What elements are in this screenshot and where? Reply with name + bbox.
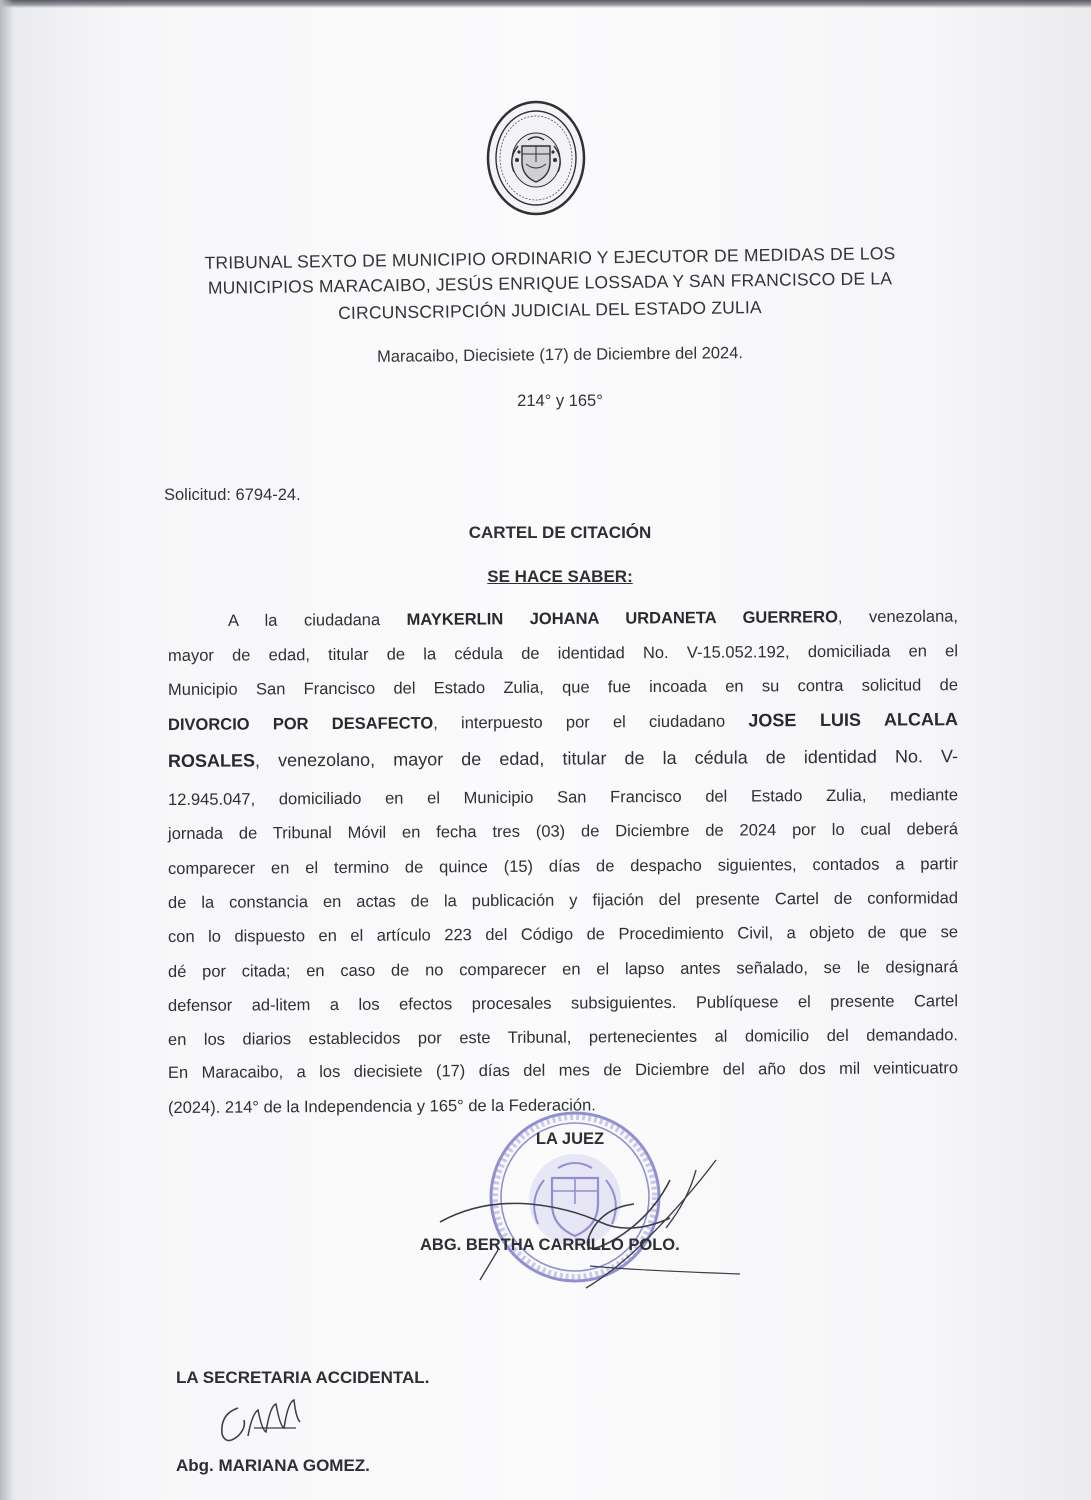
court-header-line-3: CIRCUNSCRIPCIÓN JUDICIAL DEL ESTADO ZULIA — [337, 297, 762, 323]
judge-name: ABG. BERTHA CARRILLO POLO. — [420, 1236, 680, 1254]
body-line-4-b: , interpuesto por el ciudadano — [433, 712, 749, 733]
petitioner-name-first: JOSE LUIS ALCALA — [748, 709, 959, 731]
years-line: 214° y 165° — [517, 392, 603, 410]
body-line-8: comparecer en el termino de quince (15) días de despacho siguientes, contados a partir — [167, 855, 959, 878]
court-seal-icon — [486, 100, 586, 216]
notice-subtitle-text: SE HACE SABER: — [487, 567, 633, 586]
body-line-7: jornada de Tribunal Móvil en fecha tres (03) de Diciembre de 2024 por lo cual deberá — [167, 820, 959, 843]
scan-left-edge — [0, 0, 14, 1500]
notice-subtitle — [380, 567, 740, 587]
body-line-9: de la constancia en actas de la publicación y fijación del presente Cartel de conformidad — [167, 889, 959, 912]
secretary-title: LA SECRETARIA ACCIDENTAL. — [176, 1368, 430, 1387]
petitioner-name-last: ROSALES — [167, 750, 256, 771]
body-line-2: mayor de edad, titular de la cédula de identidad No. V-15.052.192, domiciliada en el — [167, 642, 959, 665]
place-date: Maracaibo, Diecisiete (17) de Diciembre del 2024. — [376, 344, 744, 366]
body-line-10: con lo dispuesto en el artículo 223 del Código de Procedimiento Civil, a objeto de que se — [167, 923, 959, 946]
respondent-name: MAYKERLIN JOHANA URDANETA GUERRERO — [406, 608, 838, 629]
case-type: DIVORCIO POR DESAFECTO — [167, 714, 434, 734]
body-line-1-c: , venezolana, — [837, 607, 959, 627]
body-line-6: 12.945.047, domiciliado en el Municipio San Francisco del Estado Zulia, mediante — [167, 786, 959, 809]
body-line-15: (2024). 214° de la Independencia y 165° de la Federación. — [167, 1096, 596, 1117]
secretary-name: Abg. MARIANA GOMEZ. — [176, 1456, 370, 1475]
body-line-3: Municipio San Francisco del Estado Zulia, que fue incoada en su contra solicitud de — [167, 676, 959, 699]
court-header-line-2: MUNICIPIOS MARACAIBO, JESÚS ENRIQUE LOSSADA Y SAN FRANCISCO DE LA — [207, 268, 893, 298]
judge-signature-icon — [420, 1150, 750, 1290]
body-line-1-a: A la ciudadana — [227, 610, 407, 630]
body-line-1 — [228, 606, 958, 632]
request-number: Solicitud: 6794-24. — [164, 486, 301, 504]
scan-top-edge — [0, 0, 1091, 8]
judge-title: LA JUEZ — [535, 1130, 605, 1148]
body-line-4 — [168, 708, 958, 736]
body-line-5-b: , venezolano, mayor de edad, titular de la cédula de identidad No. V- — [254, 746, 959, 771]
court-header-line-1: TRIBUNAL SEXTO DE MUNICIPIO ORDINARIO Y EJECUTOR DE MEDIDAS DE LOS — [204, 243, 896, 273]
secretary-signature-icon — [214, 1398, 304, 1450]
notice-title: CARTEL DE CITACIÓN — [468, 523, 652, 542]
body-line-12: defensor ad-litem a los efectos procesales subsiguientes. Publíquese el presente Cartel — [167, 992, 959, 1015]
body-line-14: En Maracaibo, a los diecisiete (17) días del mes de Diciembre del año dos mil veinticuatro — [167, 1059, 959, 1082]
body-line-13: en los diarios establecidos por este Tribunal, pertenecientes al domicilio del demandado. — [167, 1026, 959, 1049]
body-line-11: dé por citada; en caso de no comparecer en el lapso antes señalado, se le designará — [167, 958, 959, 981]
body-line-5 — [168, 745, 958, 772]
